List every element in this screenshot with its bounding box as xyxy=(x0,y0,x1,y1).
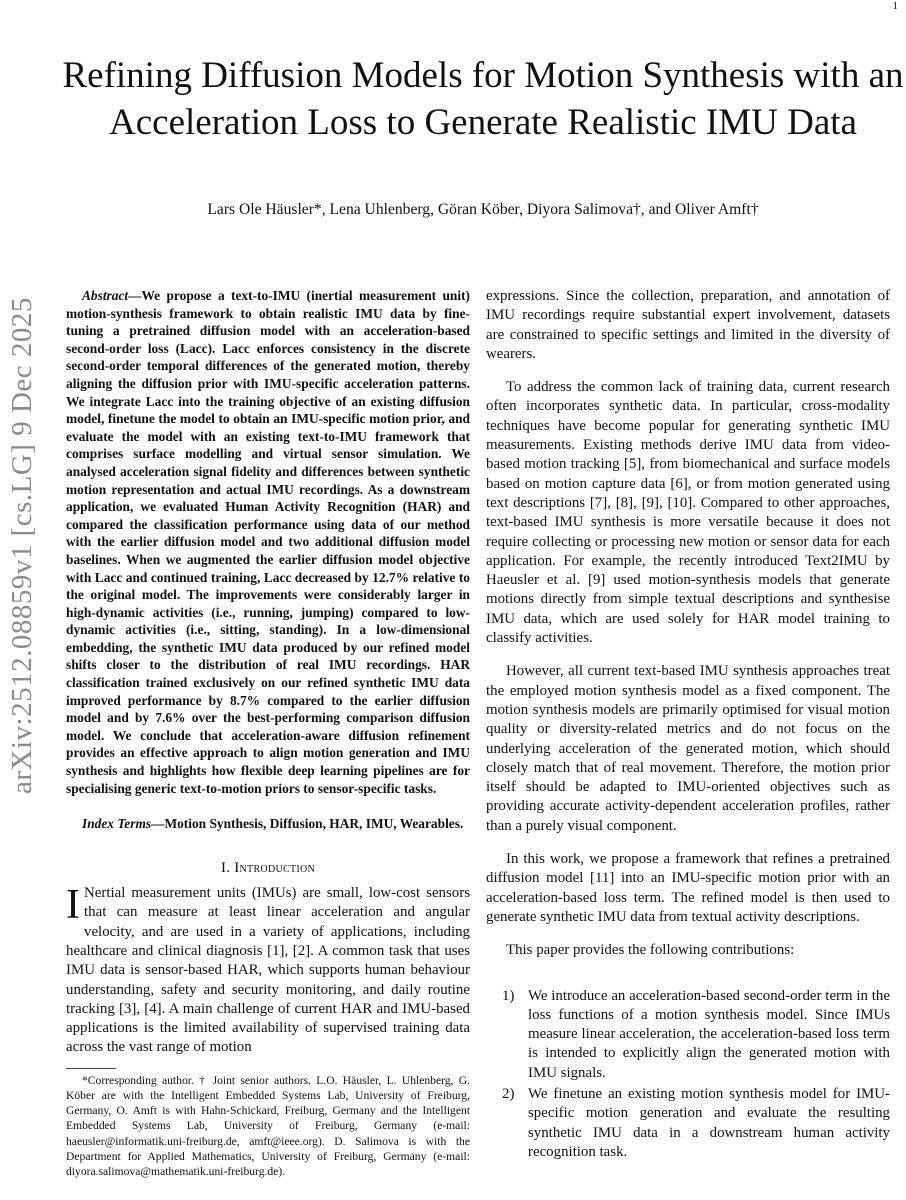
list-number: 2) xyxy=(502,1085,515,1102)
paragraph: To address the common lack of training data, current research often incorporates synthetic data. In particular, cross-modality techniques have become popular for generating synthetic IMU measurements. Existing methods derive IMU data from video-based motion tracking [5], from biomechanical and surface models based on motion capture data [6], or from motion generated using text descriptions [7], [8], [9], [10]. Compared to other approaches, text-based IMU synthesis is more versatile because it does not require collecting or processing new motion or sensor data for each application. For example, the recently introduced Text2IMU by Haeusler et al. [9] used motion-synthesis models that generate motions directly from simple textual descriptions and synthesise IMU data, which are used solely for HAR model training to classify activities. xyxy=(486,379,890,647)
intro-paragraph xyxy=(66,884,470,1058)
left-column xyxy=(66,287,470,1179)
drop-cap: I xyxy=(66,882,80,929)
section-heading-introduction xyxy=(66,859,470,878)
paper-title: Refining Diffusion Models for Motion Synthesis with an Acceleration Loss to Generate Realistic IMU Data xyxy=(62,55,904,143)
page-number: 1 xyxy=(892,0,898,12)
index-terms xyxy=(66,815,470,833)
section-number: I. xyxy=(220,859,231,876)
paragraph: However, all current text-based IMU synthesis approaches treat the employed motion synthesis model as a fixed component. The motion synthesis models are primarily optimised for visual motion quality or diversity-related metrics and do not focus on the underlying acceleration of the generated motion, which should closely match that of real movement. Therefore, the motion prior itself should be adapted to IMU-oriented objectives such as providing accurate activity-dependent acceleration profiles, rather than a purely visual component. xyxy=(486,663,890,834)
index-terms-label: Index Terms xyxy=(82,816,152,832)
paragraph: expressions. Since the collection, preparation, and annotation of IMU recordings require substantial expert involvement, datasets are constrained to specific settings and limited in the diversity of wearers. xyxy=(486,288,890,362)
abstract-label: Abstract xyxy=(82,288,129,303)
arxiv-identifier: arXiv:2512.08859v1 [cs.LG] 9 Dec 2025 xyxy=(6,297,38,794)
contributions-list xyxy=(486,987,890,1163)
intro-text: Nertial measurement units (IMUs) are small, low-cost sensors that can measure at least linear acceleration and angular velocity, and are used in a variety of applications, including healthcare and clinical diagnosis [1], [2]. A common task that uses IMU data is sensor-based HAR, which supports human behaviour understanding, safety and security monitoring, and daily routine tracking [3], [4]. A main challenge of current HAR and IMU-based applications is the limited availability of supervised training data across the vast range of motion xyxy=(66,885,470,1056)
list-text: We introduce an acceleration-based second-order term in the loss functions of a motion synthesis model. Since IMUs measure linear acceleration, the acceleration-based loss term is intended to explicitly align the generated motion with IMU signals. xyxy=(528,987,890,1081)
index-terms-text: —Motion Synthesis, Diffusion, HAR, IMU, Wearables. xyxy=(151,816,464,832)
paragraph: In this work, we propose a framework that refines a pretrained diffusion model [11] into an IMU-specific motion prior with an acceleration-based loss term. The refined model is then used to generate synthetic IMU data from textual activity descriptions. xyxy=(486,851,890,925)
right-column xyxy=(486,287,890,1164)
author-list: Lars Ole Häusler*, Lena Uhlenberg, Göran Köber, Diyora Salimova†, and Oliver Amft† xyxy=(207,201,759,218)
footnote-rule xyxy=(66,1068,116,1069)
abstract xyxy=(66,287,470,797)
list-item xyxy=(486,1085,890,1162)
abstract-text: —We propose a text-to-IMU (inertial measurement unit) motion-synthesis framework to obtain realistic IMU data by fine-tuning a pretrained diffusion model with an acceleration-based second-order loss (Lacc). Lacc enforces consistency in the discrete second-order temporal differences of the generated motion, thereby aligning the diffusion prior with IMU-specific acceleration patterns. We integrate Lacc into the training objective of an existing diffusion model, finetune the model to obtain an IMU-specific motion prior, and evaluate the model with an existing text-to-IMU framework that comprises surface modelling and virtual sensor simulation. We analysed acceleration signal fidelity and differences between synthetic motion representation and actual IMU recordings. As a downstream application, we evaluated Human Activity Recognition (HAR) and compared the classification performance using data of our method with the earlier diffusion model and two additional diffusion model baselines. When we augmented the earlier diffusion model objective with Lacc and continued training, Lacc decreased by 12.7% relative to the original model. The improvements were considerably larger in high-dynamic activities (i.e., running, jumping) compared to low-dynamic activities (i.e., sitting, standing). In a low-dimensional embedding, the synthetic IMU data produced by our refined model shifts closer to the distribution of real IMU recordings. HAR classification trained exclusively on our refined synthetic IMU data improved performance by 8.7% compared to the earlier diffusion model and by 7.6% over the best-performing comparison diffusion model. We conclude that acceleration-aware diffusion refinement provides an effective approach to align motion generation and IMU synthesis and highlights how flexible deep learning pipelines are for specialising generic text-to-motion priors to sensor-specific tasks. xyxy=(66,288,470,796)
list-number: 1) xyxy=(502,987,515,1004)
list-item xyxy=(486,987,890,1083)
footnote: *Corresponding author. † Joint senior authors. L.O. Häusler, L. Uhlenberg, G. Köber are with the Intelligent Embedded Systems Lab, University of Freiburg, Germany, O. Amft is with Hahn-Schickard, Freiburg, Germany and the Intelligent Embedded Systems Lab, University of Freiburg, Germany (e-mail: haeusler@informatik.uni-freiburg.de, amft@ieee.org). D. Salimova is with the Department for Applied Mathematics, University of Freiburg, Germany (e-mail: diyora.salimova@mathematik.uni-freiburg.de). xyxy=(66,1073,470,1178)
paragraph: This paper provides the following contributions: xyxy=(506,942,795,959)
section-title: Introduction xyxy=(234,859,316,876)
list-text: We finetune an existing motion synthesis model for IMU-specific motion generation and evaluate the resulting synthetic IMU data in a downstream human activity recognition task. xyxy=(528,1085,890,1160)
